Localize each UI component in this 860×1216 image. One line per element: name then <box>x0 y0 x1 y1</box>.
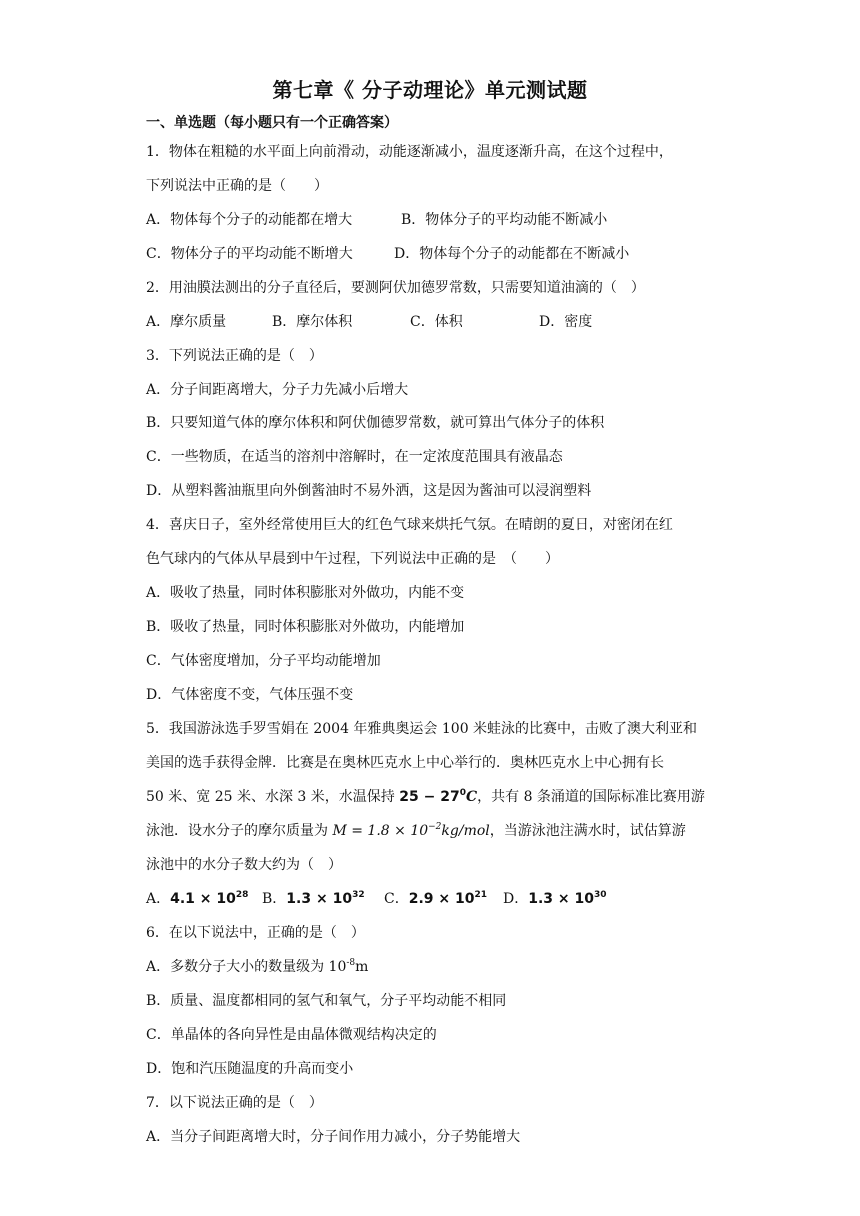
q2-option-c: C．体积 <box>410 314 463 330</box>
q5-option-b-label: B． <box>262 891 287 907</box>
q3-stem: 3．下列说法正确的是（ ） <box>146 348 323 364</box>
q4-option-c: C．气体密度增加，分子平均动能增加 <box>146 653 381 669</box>
q6-option-b: B．质量、温度都相同的氢气和氧气，分子平均动能不相同 <box>146 993 507 1009</box>
q4-stem-line1: 4．喜庆日子，室外经常使用巨大的红色气球来烘托气氛。在晴朗的夏日，对密闭在红 <box>146 517 673 533</box>
q4-option-a: A．吸收了热量，同时体积膨胀对外做功，内能不变 <box>146 585 465 601</box>
section-heading: 一、单选题（每小题只有一个正确答案） <box>146 115 398 131</box>
q5-line3-text: 50 米、宽 25 米、水深 3 米，水温保持 <box>146 789 400 805</box>
q5-option-c <box>384 889 487 909</box>
q6-option-a-unit: m <box>355 959 369 975</box>
q6-option-d: D．饱和汽压随温度的升高而变小 <box>146 1061 354 1077</box>
q5-option-a-base: 4.1 × 10 <box>170 891 236 907</box>
q5-option-d <box>503 889 607 909</box>
q5-line4-text: 泳池．设水分子的摩尔质量为 <box>146 823 333 839</box>
q3-option-c: C．一些物质，在适当的溶剂中溶解时，在一定浓度范围具有液晶态 <box>146 449 563 465</box>
q3-option-a: A．分子间距离增大，分子力先减小后增大 <box>146 382 409 398</box>
q5-option-b <box>262 889 365 909</box>
q5-stem-line3 <box>146 787 705 807</box>
q3-option-d: D．从塑料酱油瓶里向外倒酱油时不易外洒，这是因为酱油可以浸润塑料 <box>146 483 592 499</box>
q2-stem: 2．用油膜法测出的分子直径后，要测阿伏加德罗常数，只需要知道油滴的（ ） <box>146 280 645 296</box>
q5-molar-mass-formula <box>332 823 489 839</box>
q1-option-d: D．物体每个分子的动能都在不断减小 <box>394 246 630 262</box>
q5-option-a-label: A． <box>146 891 171 907</box>
q2-option-a: A．摩尔质量 <box>146 314 227 330</box>
q5-option-d-exp: 30 <box>594 890 607 900</box>
q6-option-a-text: A．多数分子大小的数量级为 10 <box>146 959 347 975</box>
q6-option-a-exp: -8 <box>346 958 356 968</box>
q5-option-b-base: 1.3 × 10 <box>286 891 353 907</box>
q5-line4-tail: ，当游泳池注满水时，试估算游 <box>489 823 686 839</box>
q5-temperature-formula <box>399 789 477 805</box>
q5-line3-tail: ，共有 8 条涌道的国际标准比赛用游 <box>477 789 705 805</box>
q1-stem-line1: 1．物体在粗糙的水平面上向前滑动，动能逐渐减小，温度逐渐升高，在这个过程中， <box>146 144 673 160</box>
q6-stem: 6．在以下说法中，正确的是（ ） <box>146 925 365 941</box>
q5-temp-range: 25 − 27 <box>399 789 460 805</box>
q1-option-c: C．物体分子的平均动能不断增大 <box>146 246 353 262</box>
q5-option-b-exp: 32 <box>352 890 365 900</box>
q5-molar-mass-exp: −2 <box>428 822 442 832</box>
q5-option-c-base: 2.9 × 10 <box>408 891 475 907</box>
q6-option-a <box>146 957 368 977</box>
q5-stem-line2: 美国的选手获得金牌．比赛是在奥林匹克水上中心举行的．奥林匹克水上中心拥有长 <box>146 755 664 771</box>
q5-option-d-label: D． <box>503 891 529 907</box>
q7-option-a: A．当分子间距离增大时，分子间作用力减小，分子势能增大 <box>146 1129 521 1145</box>
q5-option-a <box>146 889 248 909</box>
q4-stem-line2: 色气球内的气体从早晨到中午过程，下列说法中正确的是 （ ） <box>146 551 559 567</box>
q5-stem-line4 <box>146 821 686 841</box>
q1-option-b: B．物体分子的平均动能不断减小 <box>401 212 608 228</box>
q7-stem: 7．以下说法正确的是（ ） <box>146 1095 323 1111</box>
q5-temp-sup: 0 <box>459 788 466 798</box>
q1-option-a: A．物体每个分子的动能都在增大 <box>146 212 353 228</box>
q1-stem-line2: 下列说法中正确的是（ ） <box>146 178 328 194</box>
q3-option-b: B．只要知道气体的摩尔体积和阿伏伽德罗常数，就可算出气体分子的体积 <box>146 415 605 431</box>
q5-temp-unit: C <box>465 789 478 805</box>
q2-option-d: D．密度 <box>539 314 593 330</box>
q5-option-c-label: C． <box>384 891 409 907</box>
q2-option-b: B．摩尔体积 <box>272 314 353 330</box>
q5-stem-line5: 泳池中的水分子数大约为（ ） <box>146 857 342 873</box>
q5-option-c-exp: 21 <box>474 890 488 900</box>
q4-option-d: D．气体密度不变，气体压强不变 <box>146 687 354 703</box>
page-title: 第七章《 分子动理论》单元测试题 <box>272 78 588 102</box>
q4-option-b: B．吸收了热量，同时体积膨胀对外做功，内能增加 <box>146 619 465 635</box>
q6-option-c: C．单晶体的各向异性是由晶体微观结构决定的 <box>146 1027 437 1043</box>
q5-molar-mass-unit: kg/mol <box>441 823 490 839</box>
q5-option-d-base: 1.3 × 10 <box>528 891 594 907</box>
q5-option-a-exp: 28 <box>235 890 249 900</box>
q5-stem-line1: 5．我国游泳选手罗雪娟在 2004 年雅典奥运会 100 米蛙泳的比赛中，击败了澳大利亚和 <box>146 721 698 737</box>
q5-molar-mass: M = 1.8 × 10 <box>332 823 429 839</box>
